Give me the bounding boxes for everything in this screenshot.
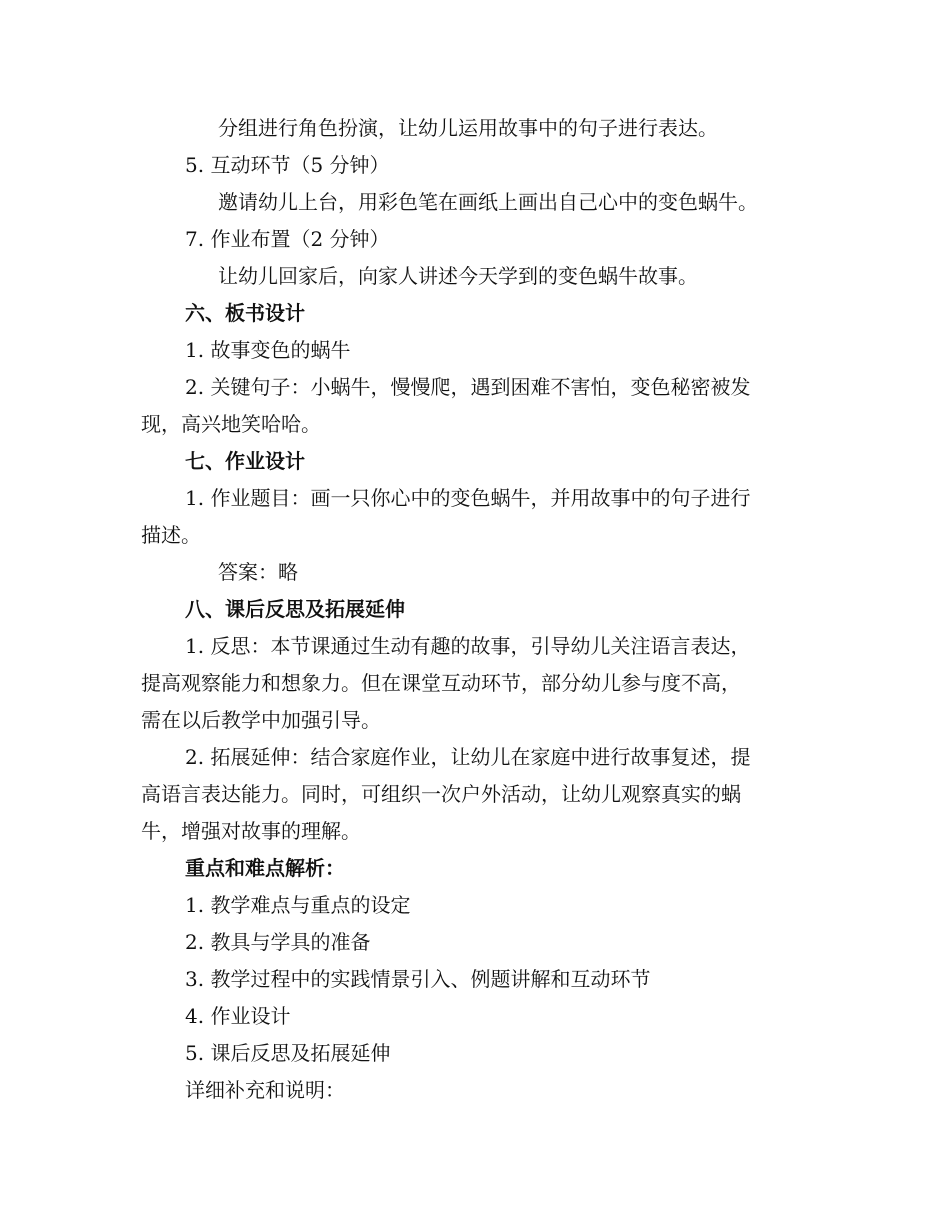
body-line: 分组进行角色扮演，让幼儿运用故事中的句子进行表达。 — [218, 116, 718, 140]
body-line: 现，高兴地笑哈哈。 — [141, 412, 321, 436]
section-heading: 八、课后反思及拓展延伸 — [185, 597, 405, 621]
list-item: 2. 关键句子：小蜗牛，慢慢爬，遇到困难不害怕，变色秘密被发 — [185, 375, 751, 399]
body-line: 牛，增强对故事的理解。 — [141, 819, 361, 843]
list-item: 1. 教学难点与重点的设定 — [185, 893, 411, 917]
list-item: 1. 故事变色的蜗牛 — [185, 338, 351, 362]
list-item: 5. 互动环节（5 分钟） — [185, 153, 390, 177]
section-heading: 六、板书设计 — [185, 301, 305, 325]
list-item: 1. 反思：本节课通过生动有趣的故事，引导幼儿关注语言表达， — [185, 634, 751, 658]
section-heading: 七、作业设计 — [185, 449, 305, 473]
body-line: 提高观察能力和想象力。但在课堂互动环节，部分幼儿参与度不高， — [141, 671, 741, 695]
body-line: 需在以后教学中加强引导。 — [141, 708, 381, 732]
body-line: 答案：略 — [218, 560, 298, 584]
body-line: 描述。 — [141, 523, 201, 547]
list-item: 1. 作业题目：画一只你心中的变色蜗牛，并用故事中的句子进行 — [185, 486, 751, 510]
list-item: 2. 拓展延伸：结合家庭作业，让幼儿在家庭中进行故事复述，提 — [185, 745, 751, 769]
section-heading: 重点和难点解析： — [185, 856, 345, 880]
list-item: 3. 教学过程中的实践情景引入、例题讲解和互动环节 — [185, 967, 651, 991]
body-line: 让幼儿回家后，向家人讲述今天学到的变色蜗牛故事。 — [218, 264, 698, 288]
body-line: 邀请幼儿上台，用彩色笔在画纸上画出自己心中的变色蜗牛。 — [218, 190, 758, 214]
list-item: 4. 作业设计 — [185, 1004, 291, 1028]
list-item: 2. 教具与学具的准备 — [185, 930, 371, 954]
body-line: 详细补充和说明： — [185, 1078, 345, 1102]
list-item: 5. 课后反思及拓展延伸 — [185, 1041, 391, 1065]
body-line: 高语言表达能力。同时，可组织一次户外活动，让幼儿观察真实的蜗 — [141, 782, 741, 806]
list-item: 7. 作业布置（2 分钟） — [185, 227, 390, 251]
